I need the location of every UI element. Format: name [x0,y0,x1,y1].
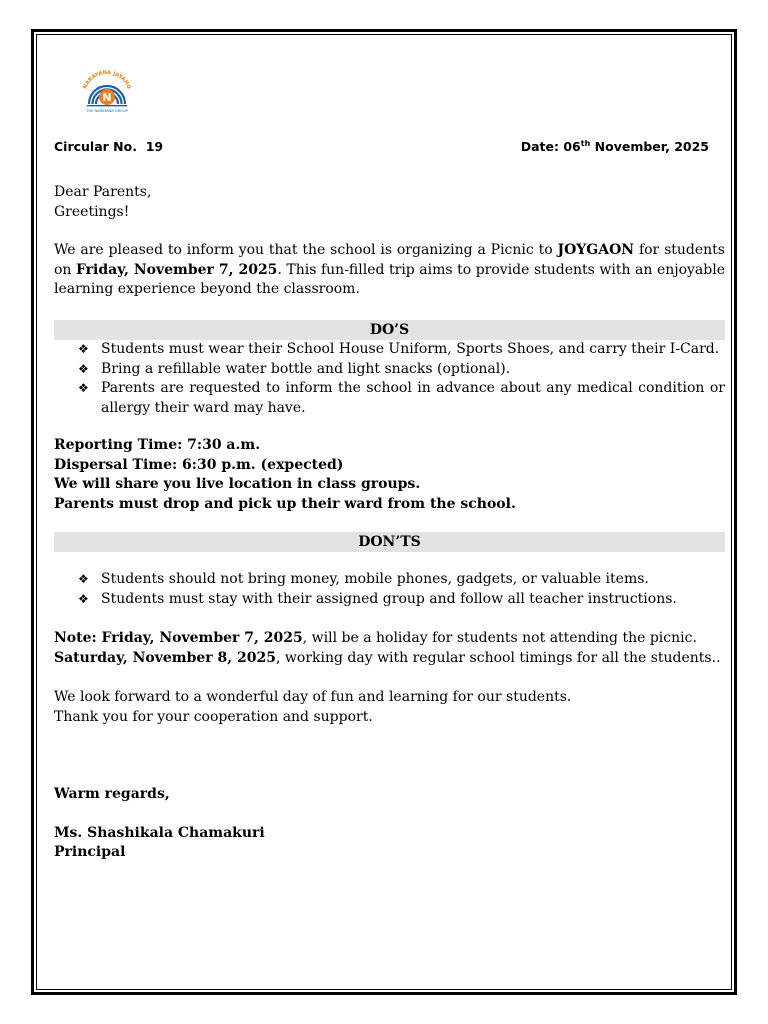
school-logo [77,66,137,118]
principal-name: Ms. Shashikala Chamakuri [54,824,265,841]
intro-paragraph: We are pleased to inform you that the school is organizing a Picnic to JOYGAON for students on Friday, November 7, 2025. This fun-filled trip aims to provide students with an enjoyable learning experience beyond the classroom. [54,242,725,297]
donts-list [54,570,725,609]
diamond-bullet-icon: ❖ [78,342,89,356]
diamond-bullet-icon: ❖ [78,572,89,586]
picnic-destination: JOYGAON [557,242,635,258]
dos-list [54,340,725,418]
salutation-block [54,183,725,222]
logo-bottom-text: THE NARAYANA GROUP [86,109,128,113]
signoff-block [54,785,725,863]
list-item: ❖ Students should not bring money, mobile phones, gadgets, or valuable items. [54,570,725,590]
circular-header-row [54,139,725,157]
closing-paragraph: We look forward to a wonderful day of fun and learning for our students. Thank you for your cooperation and support. [54,689,572,725]
greeting: Greetings! [54,203,130,220]
holiday-note: Note: Friday, November 7, 2025, will be a holiday for students not attending the picnic. Saturday, November 8, 2025, working day with regular school timings for all the students.. [54,630,721,666]
location-note: We will share you live location in class groups. [54,476,421,492]
diamond-bullet-icon: ❖ [78,361,89,376]
diamond-bullet-icon: ❖ [78,381,89,395]
list-item: ❖ Students must wear their School House Uniform, Sports Shoes, and carry their I-Card. [54,340,725,360]
dispersal-time: Dispersal Time: 6:30 p.m. (expected) [54,456,344,473]
donts-section [54,532,725,609]
list-item: ❖ Parents are requested to inform the school in advance about any medical condition or allergy their ward may have. [78,380,725,416]
logo-top-text: NARAYANA JAYAHO [82,69,132,90]
dos-section [54,320,725,418]
diamond-bullet-icon: ❖ [78,591,89,606]
principal-title: Principal [54,844,126,860]
salutation: Dear Parents, [54,184,152,200]
donts-heading: DON’TS [54,532,725,552]
pickup-note: Parents must drop and pick up their ward from the school. [54,495,516,512]
circular-date: Date: 06th November, 2025 [520,139,709,155]
circular-number: Circular No. 19 [54,139,164,154]
logo-letter: N [102,91,112,104]
list-item: ❖ Students must stay with their assigned group and follow all teacher instructions. [54,590,725,610]
list-item: ❖ Bring a refillable water bottle and light snacks (optional). [54,360,725,380]
reporting-time: Reporting Time: 7:30 a.m. [54,437,261,453]
picnic-date: Friday, November 7, 2025 [75,261,278,278]
warm-regards: Warm regards, [54,786,170,802]
timings-block [54,436,725,514]
dos-heading: DO’S [54,320,725,340]
